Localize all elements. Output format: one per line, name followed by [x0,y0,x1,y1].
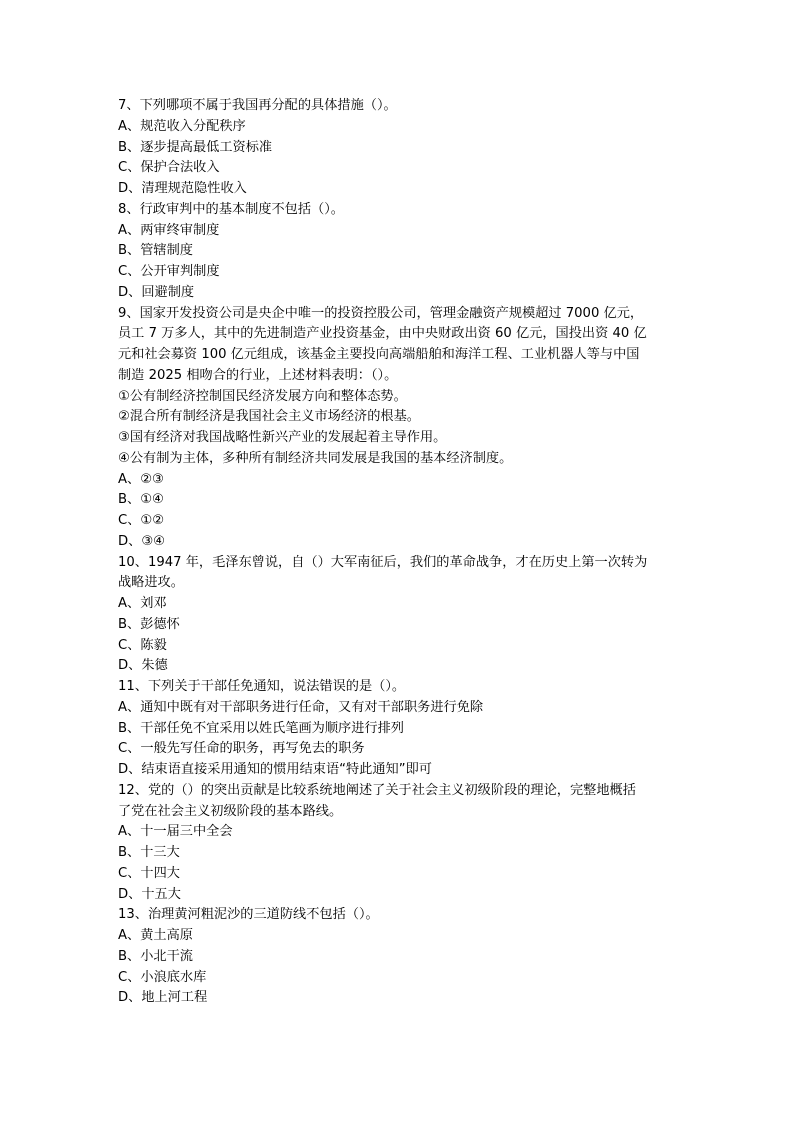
question-stem: 11、下列关于干部任免通知，说法错误的是（）。 [118,679,406,694]
option-a: A、通知中既有对干部职务进行任命，又有对干部职务进行免除 [118,699,484,715]
option-d: D、结束语直接采用通知的惯用结束语“特此通知”即可 [118,762,432,777]
document-page [118,96,674,1009]
question-12 [118,781,674,906]
option-d: D、朱德 [118,658,168,674]
option-a: A、②③ [118,471,164,487]
stem-line: 制造 2025 相吻合的行业，上述材料表明：（）。 [118,367,398,383]
option-d: D、③④ [118,533,165,549]
option-b: B、逐步提高最低工资标准 [118,139,273,155]
option-d: D、回避制度 [118,284,195,300]
option-a: A、十一届三中全会 [118,824,233,840]
option-d: D、地上河工程 [118,990,208,1006]
statement-4: ④公有制为主体，多种所有制经济共同发展是我国的基本经济制度。 [118,450,513,466]
statement-2: ②混合所有制经济是我国社会主义市场经济的根基。 [118,409,420,425]
option-d: D、十五大 [118,886,181,902]
question-stem [118,304,674,387]
option-c: C、公开审判制度 [118,264,220,279]
question-9 [118,304,674,553]
stem-line: 10、1947 年，毛泽东曾说，自（）大军南征后，我们的革命战争，才在历史上第一次转为 [118,554,648,570]
statement-1: ①公有制经济控制国民经济发展方向和整体态势。 [118,388,407,404]
option-c: C、①② [118,513,165,528]
option-c: C、保护合法收入 [118,160,220,176]
question-8 [118,200,674,304]
option-d: D、清理规范隐性收入 [118,181,247,196]
option-a: A、刘邓 [118,596,167,611]
stem-line: 了党在社会主义初级阶段的基本路线。 [118,803,343,819]
question-11 [118,677,674,781]
option-b: B、小北干流 [118,948,193,964]
statement-3: ③国有经济对我国战略性新兴产业的发展起着主导作用。 [118,430,447,445]
option-b: B、管辖制度 [118,243,193,259]
option-a: A、黄土高原 [118,928,193,943]
stem-line: 9、国家开发投资公司是央企中唯一的投资控股公司，管理金融资产规模超过 7000 亿元， [118,305,644,321]
question-stem: 13、治理黄河粗泥沙的三道防线不包括（）。 [118,907,379,923]
stem-line: 战略进攻。 [118,575,184,591]
question-10 [118,553,674,678]
stem-line: 元和社会募资 100 亿元组成，该基金主要投向高端船舶和海洋工程、工业机器人等与中国 [118,347,640,362]
question-stem: 8、行政审判中的基本制度不包括（）。 [118,201,344,217]
question-7 [118,96,674,200]
stem-line: 员工 7 万多人，其中的先进制造产业投资基金，由中央财政出资 60 亿元，国投出资 40 亿 [118,326,647,342]
option-c: C、小浪底水库 [118,969,207,985]
option-c: C、一般先写任命的职务，再写免去的职务 [118,741,365,757]
question-stem [118,781,674,823]
option-c: C、陈毅 [118,637,167,653]
option-b: B、①④ [118,492,164,508]
stem-line: 12、党的（）的突出贡献是比较系统地阐述了关于社会主义初级阶段的理论，完整地概括 [118,782,636,798]
question-13 [118,905,674,1009]
option-b: B、十三大 [118,845,180,860]
option-c: C、十四大 [118,865,180,881]
question-stem [118,553,674,595]
option-a: A、两审终审制度 [118,222,220,238]
question-stem: 7、下列哪项不属于我国再分配的具体措施（）。 [118,98,397,113]
option-b: B、彭德怀 [118,616,180,632]
option-b: B、干部任免不宜采用以姓氏笔画为顺序进行排列 [118,720,404,736]
option-a: A、规范收入分配秩序 [118,118,246,134]
